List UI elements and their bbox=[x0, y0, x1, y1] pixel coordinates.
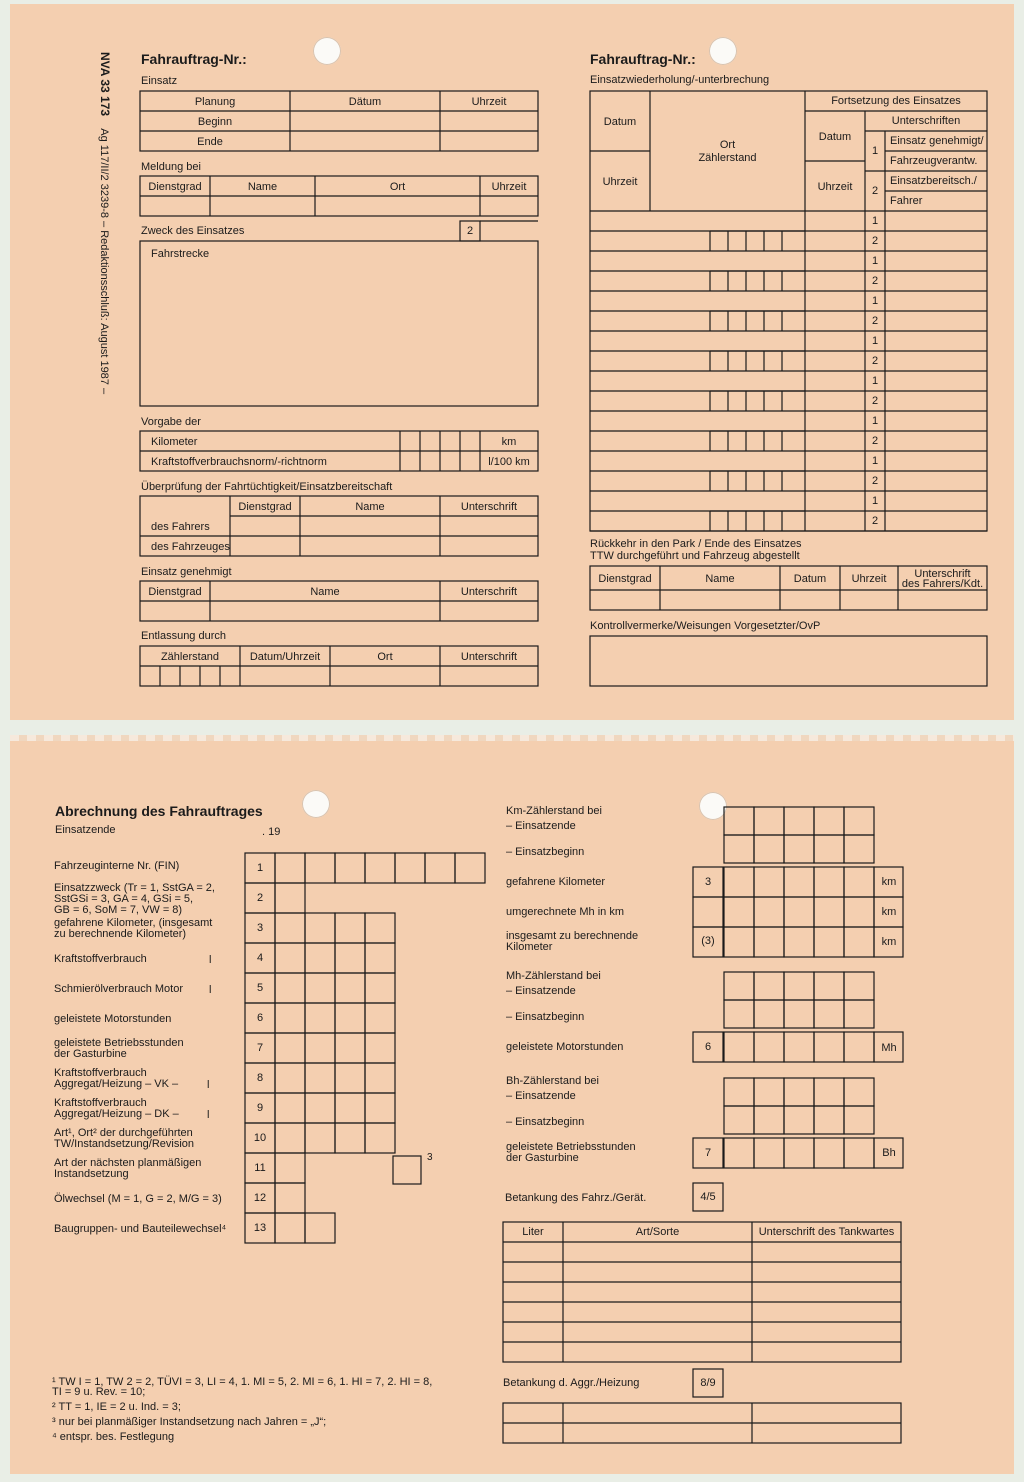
page-title-left: Fahrauftrag-Nr.: bbox=[141, 51, 247, 67]
col-header: Ort bbox=[377, 651, 393, 663]
col-header: Dienstgrad bbox=[148, 586, 202, 598]
field-number: 3 bbox=[256, 922, 264, 934]
unit-label: l bbox=[207, 1109, 210, 1121]
col-header: Art/Sorte bbox=[635, 1226, 680, 1238]
field-number: 9 bbox=[256, 1102, 264, 1114]
row-label: gefahrene Kilometer, (insgesamt bbox=[54, 917, 213, 929]
row-number: 1 bbox=[871, 255, 879, 267]
footnote-marker: 3 bbox=[427, 1152, 433, 1163]
row-number: 2 bbox=[871, 315, 879, 327]
col-header: Unterschrift des Tankwartes bbox=[758, 1226, 895, 1238]
row-label: Einsatzzweck (Tr = 1, SstGA = 2, bbox=[54, 881, 215, 894]
punch-hole-icon bbox=[699, 792, 727, 820]
row-label: Kraftstoffverbrauch bbox=[54, 1097, 147, 1109]
tear-edge bbox=[10, 735, 1014, 741]
row-label: TW/Instandsetzung/Revision bbox=[54, 1138, 195, 1150]
row-label: zu berechnende Kilometer) bbox=[54, 928, 187, 940]
section-vorgabe: Vorgabe der bbox=[141, 416, 201, 428]
row-label: Aggregat/Heizung – VK – bbox=[54, 1078, 179, 1090]
mh-einsatzende: – Einsatzende bbox=[506, 985, 576, 997]
col-header: Fortsetzung des Einsatzes bbox=[831, 95, 961, 107]
col-header: Dienstgrad bbox=[598, 573, 652, 585]
row-label: geleistete Betriebsstunden bbox=[54, 1037, 184, 1049]
kontroll-label: Kontrollvermerke/Weisungen Vorgesetzter/OvP bbox=[590, 620, 821, 632]
field-number: 3 bbox=[704, 876, 712, 888]
row-label: des Fahrzeuges bbox=[151, 541, 230, 553]
row-label: Ende bbox=[197, 136, 223, 148]
bh-einsatzende: – Einsatzende bbox=[506, 1090, 576, 1102]
col-header: des Fahrers/Kdt. bbox=[901, 578, 984, 590]
row-label: Fahrzeuginterne Nr. (FIN) bbox=[54, 859, 180, 872]
row-label: des Fahrers bbox=[151, 521, 210, 533]
col-header: Datum/Uhrzeit bbox=[249, 651, 321, 663]
row-number: 1 bbox=[871, 495, 879, 507]
unit-label: km bbox=[501, 436, 517, 448]
col-header: Ort bbox=[389, 181, 406, 193]
col-header: Uhrzeit bbox=[851, 573, 887, 585]
mh-einsatzbeginn: – Einsatzbeginn bbox=[506, 1011, 585, 1023]
field-number: 5 bbox=[256, 982, 264, 994]
row-label: geleistete Motorstunden bbox=[54, 1012, 172, 1025]
punch-hole-icon bbox=[313, 37, 341, 65]
field-number: 11 bbox=[254, 1162, 266, 1174]
field-number: 8 bbox=[256, 1072, 264, 1084]
col-header: Name bbox=[355, 501, 385, 513]
col-header: Unterschriften bbox=[891, 115, 961, 127]
row-label: Baugruppen- und Bauteilewechsel⁴ bbox=[54, 1222, 227, 1235]
form-sheet-top bbox=[10, 4, 1014, 720]
section-genehmigt: Einsatz genehmigt bbox=[141, 566, 232, 578]
page-title-right: Fahrauftrag-Nr.: bbox=[590, 51, 696, 67]
punch-hole-icon bbox=[709, 37, 737, 65]
footnote: ¹ TW I = 1, TW 2 = 2, TÜVI = 3, LI = 4, 1. MI = 5, 2. MI = 6, 1. HI = 7, 2. HI = 8, bbox=[52, 1376, 433, 1388]
col-header: Name bbox=[705, 573, 735, 585]
col-header: Ort bbox=[719, 139, 736, 151]
section-pruefung: Überprüfung der Fahrtüchtigkeit/Einsatzbereitschaft bbox=[141, 481, 393, 493]
section-einsatz: Einsatz bbox=[141, 75, 178, 87]
field-number: 7 bbox=[704, 1147, 712, 1159]
field-number: 7 bbox=[256, 1042, 264, 1054]
field-number: 4/5 bbox=[700, 1191, 716, 1203]
col-header: Uhrzeit bbox=[471, 96, 507, 108]
field-number: 6 bbox=[256, 1012, 264, 1024]
section-meldung: Meldung bei bbox=[141, 161, 201, 173]
subtitle: Einsatzwiederholung/-unterbrechung bbox=[590, 74, 770, 86]
col-header: Uhrzeit bbox=[817, 181, 853, 193]
sig-label: Einsatzbereitsch./ bbox=[890, 175, 977, 187]
unit-label: l bbox=[209, 954, 212, 966]
footnote: ³ nur bei planmäßiger Instandsetzung nach Jahren = „J“; bbox=[52, 1416, 327, 1428]
row-label: Kilometer bbox=[151, 436, 198, 448]
field-number: 1 bbox=[256, 862, 264, 874]
km-einsatzbeginn: – Einsatzbeginn bbox=[506, 846, 585, 858]
abrechnung-title: Abrechnung des Fahrauftrages bbox=[55, 803, 263, 819]
col-header: Unterschrift bbox=[460, 501, 518, 513]
field-number: 2 bbox=[256, 892, 264, 904]
col-header: Dienstgrad bbox=[238, 501, 292, 513]
sig-label: Einsatz genehmigt/ bbox=[890, 135, 984, 147]
betankung-label: Betankung des Fahrz./Gerät. bbox=[505, 1192, 647, 1204]
bh-gel-label: der Gasturbine bbox=[506, 1152, 579, 1164]
row-label: SstGSi = 3, GA = 4, GSi = 5, bbox=[54, 892, 194, 905]
col-header: Unterschrift bbox=[460, 651, 518, 663]
row-label: Art der nächsten planmäßigen bbox=[54, 1157, 202, 1169]
row-number: 2 bbox=[871, 475, 879, 487]
unit-label: km bbox=[881, 876, 897, 888]
field-number: 13 bbox=[253, 1222, 267, 1234]
col-header: Planung bbox=[194, 96, 236, 108]
section-zweck: Zweck des Einsatzes bbox=[141, 225, 245, 237]
field-number: 6 bbox=[704, 1041, 712, 1053]
row-label: Kraftstoffverbrauchsnorm/-richtnorm bbox=[151, 456, 327, 468]
col-header: Uhrzeit bbox=[491, 181, 527, 193]
field-number: 12 bbox=[253, 1192, 267, 1204]
col-header: Zählerstand bbox=[698, 152, 757, 164]
km-label: Km-Zählerstand bei bbox=[506, 805, 602, 817]
row-label: Kraftstoffverbrauch bbox=[54, 1067, 147, 1079]
col-header: Name bbox=[310, 586, 340, 598]
betankung2-label: Betankung d. Aggr./Heizung bbox=[503, 1377, 640, 1389]
unit-label: km bbox=[881, 906, 897, 918]
col-header: Zählerstand bbox=[160, 651, 220, 663]
sig-label: Fahrzeugverantw. bbox=[890, 155, 978, 167]
field-number: 8/9 bbox=[700, 1377, 716, 1389]
row-label: Ölwechsel (M = 1, G = 2, M/G = 3) bbox=[54, 1192, 222, 1205]
col-header: Name bbox=[247, 181, 278, 193]
unit-label: l bbox=[209, 984, 212, 996]
rueckkehr-label: TTW durchgeführt und Fahrzeug abgestellt bbox=[590, 550, 800, 562]
field-number: 2 bbox=[466, 225, 474, 237]
col-header: Dienstgrad bbox=[148, 181, 202, 193]
field-number: (3) bbox=[701, 935, 715, 947]
rueckkehr-label: Rückkehr in den Park / Ende des Einsatzes bbox=[590, 538, 802, 550]
section-entlassung: Entlassung durch bbox=[141, 630, 226, 642]
row-label: Art¹, Ort² der durchgeführten bbox=[54, 1127, 193, 1139]
bh-einsatzbeginn: – Einsatzbeginn bbox=[506, 1116, 585, 1128]
col-header: Datum bbox=[603, 116, 637, 128]
sig-label: Fahrer bbox=[890, 195, 923, 207]
einsatzende-label: Einsatzende bbox=[55, 824, 116, 836]
col-header: Datum bbox=[818, 131, 852, 143]
insg-label: Kilometer bbox=[506, 941, 553, 953]
row-number: 2 bbox=[871, 235, 879, 247]
row-number: 1 bbox=[871, 215, 879, 227]
row-label: Kraftstoffverbrauch bbox=[54, 952, 147, 965]
side-form-code: NVA 33 173 Ag 117/II/2 3239-8 – Redaktionsschluß: August 1987 – bbox=[98, 52, 112, 395]
row-label: Instandsetzung bbox=[54, 1168, 129, 1180]
field-number: 4 bbox=[256, 952, 264, 964]
col-header: Unterschrift bbox=[460, 586, 518, 598]
umger-label: umgerechnete Mh in km bbox=[506, 906, 624, 918]
fahrstrecke-label: Fahrstrecke bbox=[151, 248, 210, 260]
km-einsatzende: – Einsatzende bbox=[506, 820, 576, 832]
footnote: ² TT = 1, IE = 2 u. Ind. = 3; bbox=[52, 1401, 181, 1413]
mh-label: Mh-Zählerstand bei bbox=[506, 970, 601, 982]
punch-hole-icon bbox=[302, 790, 330, 818]
footnote: TI = 9 u. Rev. = 10; bbox=[52, 1386, 146, 1398]
row-number: 1 bbox=[871, 375, 879, 387]
gef-km-label: gefahrene Kilometer bbox=[506, 876, 606, 888]
col-header: Liter bbox=[522, 1226, 544, 1238]
date-field: . 19 bbox=[262, 826, 281, 838]
field-number: 10 bbox=[253, 1132, 267, 1144]
row-number: 1 bbox=[871, 415, 879, 427]
bh-label: Bh-Zählerstand bei bbox=[506, 1075, 599, 1087]
row-label: Aggregat/Heizung – DK – bbox=[54, 1108, 179, 1120]
mh-gel-label: geleistete Motorstunden bbox=[506, 1041, 624, 1053]
row-number: 2 bbox=[871, 395, 879, 407]
col-header: Datum bbox=[793, 573, 827, 585]
insg-label: insgesamt zu berechnende bbox=[506, 930, 639, 942]
row-number: 2 bbox=[871, 185, 879, 197]
row-label: GB = 6, SoM = 7, VW = 8) bbox=[54, 903, 183, 916]
unit-label: l/100 km bbox=[488, 456, 530, 468]
col-header: Dätum bbox=[348, 96, 382, 108]
row-label: Beginn bbox=[197, 116, 233, 128]
row-label: der Gasturbine bbox=[54, 1048, 127, 1060]
row-number: 2 bbox=[871, 355, 879, 367]
unit-label: Bh bbox=[882, 1147, 896, 1159]
bh-gel-label: geleistete Betriebsstunden bbox=[506, 1141, 636, 1153]
row-number: 1 bbox=[871, 145, 879, 157]
row-label: Schmierölverbrauch Motor bbox=[54, 982, 183, 995]
unit-label: km bbox=[881, 936, 897, 948]
footnote: ⁴ entspr. bes. Festlegung bbox=[52, 1431, 175, 1443]
row-number: 2 bbox=[871, 275, 879, 287]
unit-label: Mh bbox=[881, 1042, 897, 1054]
col-header: Uhrzeit bbox=[602, 176, 638, 188]
row-number: 2 bbox=[871, 435, 879, 447]
row-number: 1 bbox=[871, 295, 879, 307]
row-number: 2 bbox=[871, 515, 879, 527]
row-number: 1 bbox=[871, 455, 879, 467]
col-header: Unterschrift bbox=[914, 568, 971, 580]
unit-label: l bbox=[207, 1079, 210, 1091]
row-number: 1 bbox=[871, 335, 879, 347]
